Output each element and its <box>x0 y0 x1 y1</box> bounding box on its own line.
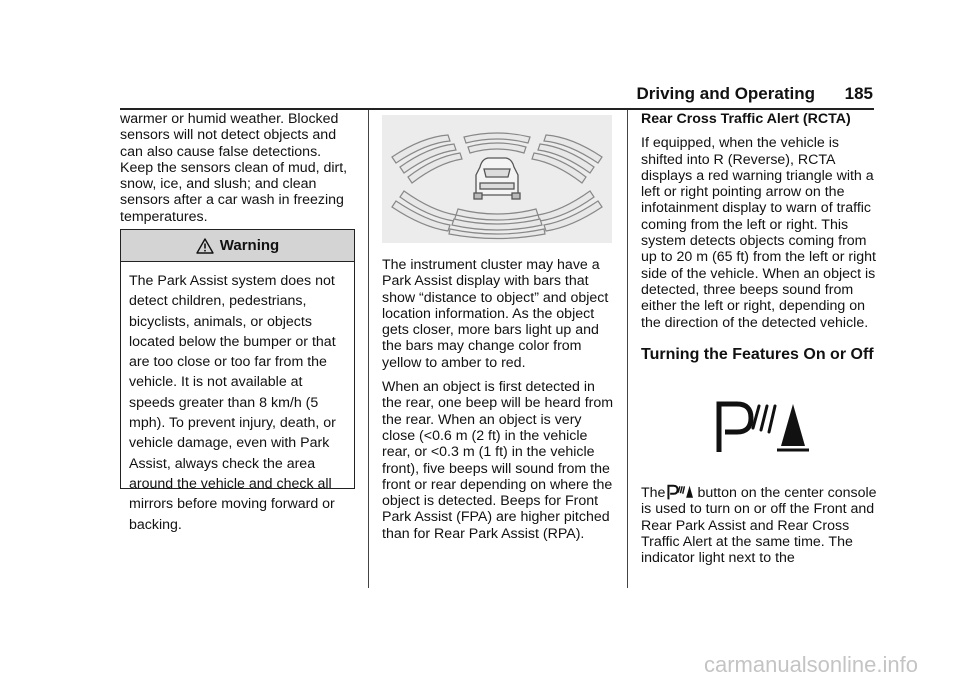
park-assist-display-figure <box>382 115 612 243</box>
rcta-heading: Rear Cross Traffic Alert (RCTA) <box>641 111 851 127</box>
rcta-paragraph: If equipped, when the vehicle is shifted into R (Reverse), RCTA displays a red warning triangle with a left or right pointing arrow on the infotainment display to warn of traffic coming from the left or right. This system detects objects coming from up to 20 m (65 ft) from the left or right side of the vehicle. When an object is detected, three beeps sound from either the left or right, depending on the direction of the detected vehicle. <box>641 135 876 331</box>
header-rule <box>120 108 874 110</box>
beeps-paragraph: When an object is first detected in the rear, one beep will be heard from the rear. When an object is very close (<0.6 m (2 ft) in the vehicle rear, or <0.3 m (1 ft) in the vehicle front), five beeps will sound from the front or rear depending on where the object is detected. Beeps for Front Park Assist (FPA) are higher pitched than for Rear Park Assist (RPA). <box>382 379 614 542</box>
park-assist-icon <box>715 398 811 459</box>
column-3 <box>641 111 877 339</box>
intro-paragraph: warmer or humid weather. Blocked sensors will not detect objects and can also cause false detections. Keep the sensors clean of mud, dirt, snow, ice, and slush; and clean sensors after a car wash in freezing temperatures. <box>120 111 348 225</box>
warning-triangle-icon <box>196 238 214 254</box>
warning-text: The Park Assist system does not detect children, pedestrians, bicyclists, animals, or objects located below the bumper or that are too close or too far from the vehicle. It is not available at speeds greater than 8 km/h (5 mph). To prevent injury, death, or vehicle damage, even with Park Assist, always check the area around the vehicle and check all mirrors before moving forward or backing. <box>129 273 336 533</box>
warning-title: Warning <box>219 237 280 254</box>
park-assist-icon <box>666 484 696 500</box>
warning-box <box>120 229 355 533</box>
section-heading: Turning the Features On or Off <box>641 346 874 363</box>
column-1 <box>120 111 356 233</box>
park-assist-bars-graphic <box>382 115 612 243</box>
display-paragraph: The instrument cluster may have a Park Assist display with bars that show “distance to object” and object location information. As the object gets closer, more bars light up and the bars may change color from yellow to amber to red. <box>382 257 609 371</box>
final-paragraph: The button on the center console is used to turn on or off the Front and Rear Park Assist and Rear Cross Traffic Alert at the same time. The indicator light next to the <box>641 485 877 567</box>
watermark: carmanualsonline.info <box>703 652 918 677</box>
column-divider <box>627 110 628 588</box>
warning-header <box>121 230 354 262</box>
page-header <box>0 84 960 106</box>
page-number: 185 <box>844 84 873 103</box>
column-2 <box>382 257 616 550</box>
section-title: Driving and Operating <box>636 84 815 103</box>
column-divider <box>368 110 369 588</box>
